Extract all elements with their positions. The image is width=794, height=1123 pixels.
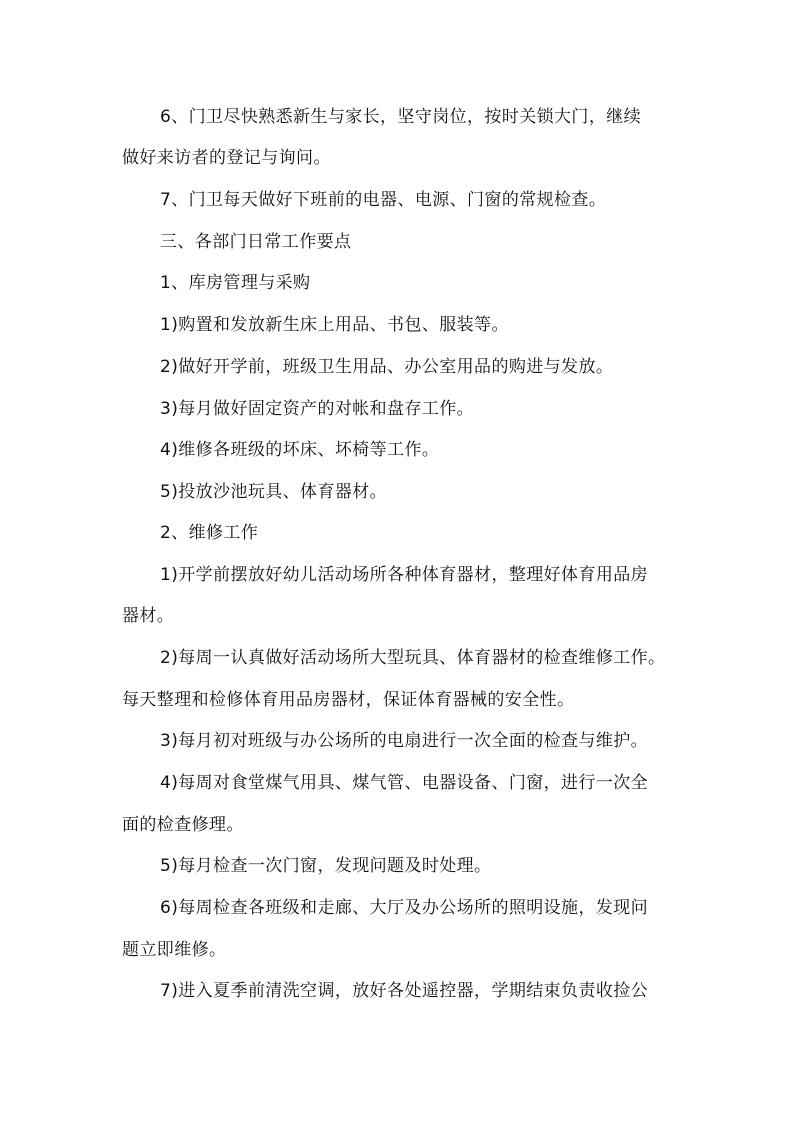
list-item: 1)购置和发放新生床上用品、书包、服装等。 (160, 315, 509, 335)
list-item-continuation: 每天整理和检修体育用品房器材，保证体育器械的安全性。 (122, 690, 575, 710)
section-heading-3: 三、各部门日常工作要点 (160, 232, 352, 252)
list-item: 7)进入夏季前清洗空调，放好各处遥控器，学期结束负责收捡公 (160, 981, 649, 1001)
list-item: 3)每月做好固定资产的对帐和盘存工作。 (160, 399, 475, 419)
list-item: 4)维修各班级的坏床、坏椅等工作。 (160, 440, 440, 460)
list-item: 1)开学前摆放好幼儿活动场所各种体育器材，整理好体育用品房 (160, 565, 649, 585)
list-item-continuation: 器材。 (122, 606, 175, 626)
subheading-1: 1、库房管理与采购 (160, 273, 311, 293)
paragraph-6-line-1: 6、门卫尽快熟悉新生与家长，坚守岗位，按时关锁大门，继续 (160, 107, 642, 127)
list-item: 6)每周检查各班级和走廊、大厅及办公场所的照明设施，发现问 (160, 898, 649, 918)
list-item: 3)每月初对班级与办公场所的电扇进行一次全面的检查与维护。 (160, 731, 649, 751)
list-item: 5)每月检查一次门窗，发现问题及时处理。 (160, 856, 492, 876)
list-item: 5)投放沙池玩具、体育器材。 (160, 482, 388, 502)
paragraph-7: 7、门卫每天做好下班前的电器、电源、门窗的常规检查。 (160, 190, 607, 210)
list-item-continuation: 面的检查修理。 (122, 815, 244, 835)
list-item: 2)做好开学前，班级卫生用品、办公室用品的购进与发放。 (160, 357, 614, 377)
list-item: 2)每周一认真做好活动场所大型玩具、体育器材的检查维修工作。 (160, 648, 666, 668)
list-item: 4)每周对食堂煤气用具、煤气管、电器设备、门窗，进行一次全 (160, 773, 649, 793)
subheading-2: 2、维修工作 (160, 523, 259, 543)
list-item-continuation: 题立即维修。 (122, 940, 227, 960)
paragraph-6-line-2: 做好来访者的登记与询问。 (122, 148, 331, 168)
